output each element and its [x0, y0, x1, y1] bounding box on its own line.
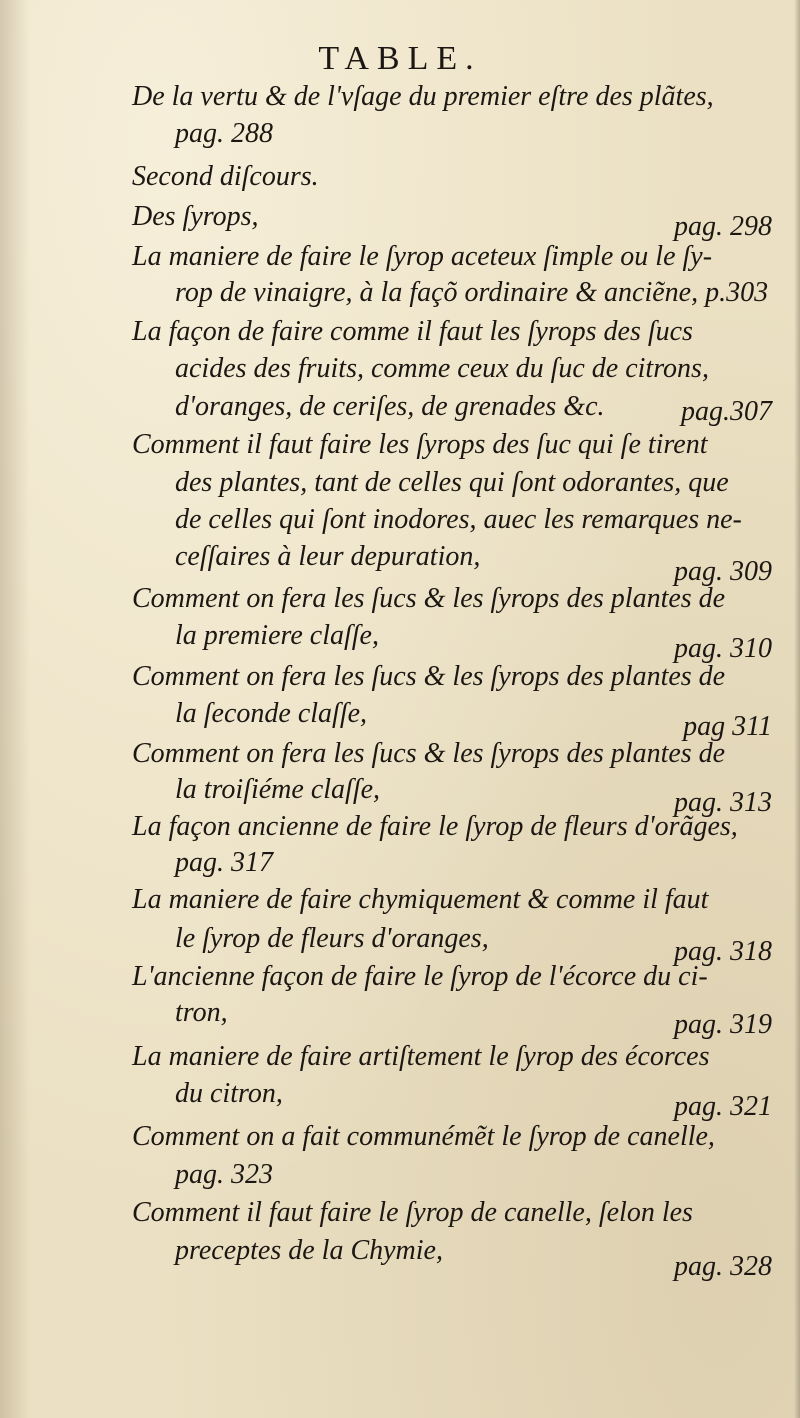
table-line: tron,: [175, 997, 228, 1028]
page-reference: pag. 321: [674, 1091, 772, 1122]
page-reference: pag. 298: [674, 211, 772, 242]
table-line: pag. 288: [175, 118, 273, 149]
page-reference: pag. 313: [674, 787, 772, 818]
table-line: la premiere claſſe,: [175, 620, 379, 651]
table-line: pag. 323: [175, 1159, 273, 1190]
table-line: Comment on a fait communémẽt le ſyrop de canelle,: [132, 1121, 715, 1152]
table-line: ceſſaires à leur depuration,: [175, 541, 481, 572]
table-line: de celles qui ſont inodores, auec les remarques ne-: [175, 504, 742, 535]
table-line: De la vertu & de l'vſage du premier eſtre des plãtes,: [132, 81, 714, 112]
table-line: La façon de faire comme il faut les ſyrops des ſucs: [132, 316, 693, 347]
page-reference: pag. 319: [674, 1009, 772, 1040]
table-line: d'oranges, de ceriſes, de grenades &c.: [175, 391, 605, 422]
table-line: La maniere de faire chymiquement & comme il faut: [132, 884, 709, 915]
table-line: la troiſiéme claſſe,: [175, 774, 381, 805]
table-line: Des ſyrops,: [132, 201, 259, 232]
table-line: La maniere de faire artiſtement le ſyrop des écorces: [132, 1041, 710, 1072]
table-line: des plantes, tant de celles qui ſont odorantes, que: [175, 467, 729, 498]
page-reference: pag.307: [681, 396, 772, 427]
running-head: TABLE.: [318, 40, 482, 77]
table-line: L'ancienne façon de faire le ſyrop de l'écorce du ci-: [132, 961, 708, 992]
table-line: La façon ancienne de faire le ſyrop de fleurs d'orãges,: [132, 811, 738, 842]
page-reference: pag. 309: [674, 556, 772, 587]
table-line: Comment on fera les ſucs & les ſyrops des plantes de: [132, 661, 726, 692]
table-line: Comment on fera les ſucs & les ſyrops des plantes de: [132, 583, 726, 614]
page-edge-shadow: [0, 0, 30, 1418]
table-line: Comment il faut faire les ſyrops des ſuc qui ſe tirent: [132, 429, 708, 460]
table-line: du citron,: [175, 1078, 283, 1109]
table-line: rop de vinaigre, à la façõ ordinaire & anciẽne, p.303: [175, 277, 769, 308]
page-right-edge: [794, 0, 800, 1418]
table-line: La maniere de faire le ſyrop aceteux ſimple ou le ſy-: [132, 241, 713, 272]
table-line: pag. 317: [175, 847, 273, 878]
table-line: Second diſcours.: [132, 161, 319, 192]
page-reference: pag. 328: [674, 1251, 772, 1282]
table-line: preceptes de la Chymie,: [175, 1235, 443, 1266]
page-reference: pag. 310: [674, 633, 772, 664]
table-line: Comment il faut faire le ſyrop de canelle, ſelon les: [132, 1197, 693, 1228]
table-line: Comment on fera les ſucs & les ſyrops des plantes de: [132, 738, 726, 769]
table-line: le ſyrop de fleurs d'oranges,: [175, 923, 489, 954]
page-reference: pag 311: [683, 711, 772, 742]
table-line: acides des fruits, comme ceux du ſuc de citrons,: [175, 353, 709, 384]
page-reference: pag. 318: [674, 936, 772, 967]
table-line: la ſeconde claſſe,: [175, 698, 368, 729]
